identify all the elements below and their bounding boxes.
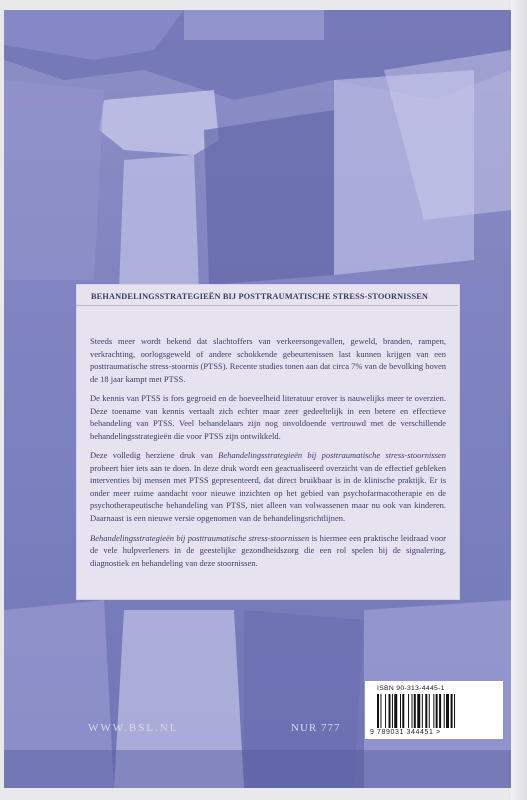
blurb-paragraph-3	[90, 449, 446, 524]
publisher-website[interactable]: WWW.BSL.NL	[88, 722, 179, 734]
barcode-digits: 9 789031 344451 >	[370, 729, 441, 736]
blurb-paragraph-4	[90, 532, 446, 570]
blurb-paragraph-2: De kennis van PTSS is fors gegroeid en de hoeveelheid literatuur erover is nauwelijks meer te overzien. Deze toename van kennis vertaalt zich echter maar zeer gedeeltelijk in een betere en effectieve behandeling van PTSS. Veel behandelaars zijn nog onvoldoende vertrouwd met de verschillende behandelingsstrategieën die voor PTSS zijn ontwikkeld.	[90, 393, 446, 441]
p4-book-title: Behandelingsstrategieën bij posttraumatische stress-stoornissen	[90, 532, 310, 543]
title-divider	[76, 305, 458, 306]
p3-rest: probeert hier iets aan te doen. In deze druk wordt een geactualiseerd overzicht van de effectief gebleken interventies bij mensen met PTSS gepresenteerd, dat direct bruikbaar is in de klinische praktijk. Er is onder meer ruime aandacht voor nieuwe inzichten op het gebied van psychofarmacotherapie en de psychotherapeutische behandeling van PTSS, niet alleen van volwassenen maar nu ook van kinderen. Daarnaast is een nieuwe versie opgenomen van de behandelingsrichtlijnen.	[90, 462, 446, 523]
book-title: BEHANDELINGSSTRATEGIEËN BIJ POSTTRAUMATISCHE STRESS-STOORNISSEN	[91, 292, 429, 301]
p3-book-title: Behandelingsstrategieën bij posttraumatische stress-stoornissen	[218, 450, 446, 461]
page-edge	[511, 0, 527, 800]
blurb-text	[90, 335, 446, 576]
isbn-text: ISBN 90-313-4445-1	[377, 685, 445, 692]
p3-intro: Deze volledig herziene druk van	[90, 450, 219, 461]
nur-code: NUR 777	[291, 722, 341, 734]
blurb-paragraph-1: Steeds meer wordt bekend dat slachtoffers van verkeersongevallen, geweld, branden, rampen, verkrachting, oorlogsgeweld of andere schokkende gebeurtenissen last kunnen krijgen van een posttraumatische stress-stoornis (PTSS). Recente studies tonen aan dat circa 7% van de bevolking boven de 18 jaar kampt met PTSS.	[90, 336, 446, 384]
p4-rest: is hiermee een praktische leidraad voor de vele hulpverleners in de geestelijke gezondheidszorg die een rol spelen bij de signalering, diagnostiek en behandeling van deze stoornissen.	[90, 532, 446, 568]
barcode-icon	[377, 694, 489, 728]
